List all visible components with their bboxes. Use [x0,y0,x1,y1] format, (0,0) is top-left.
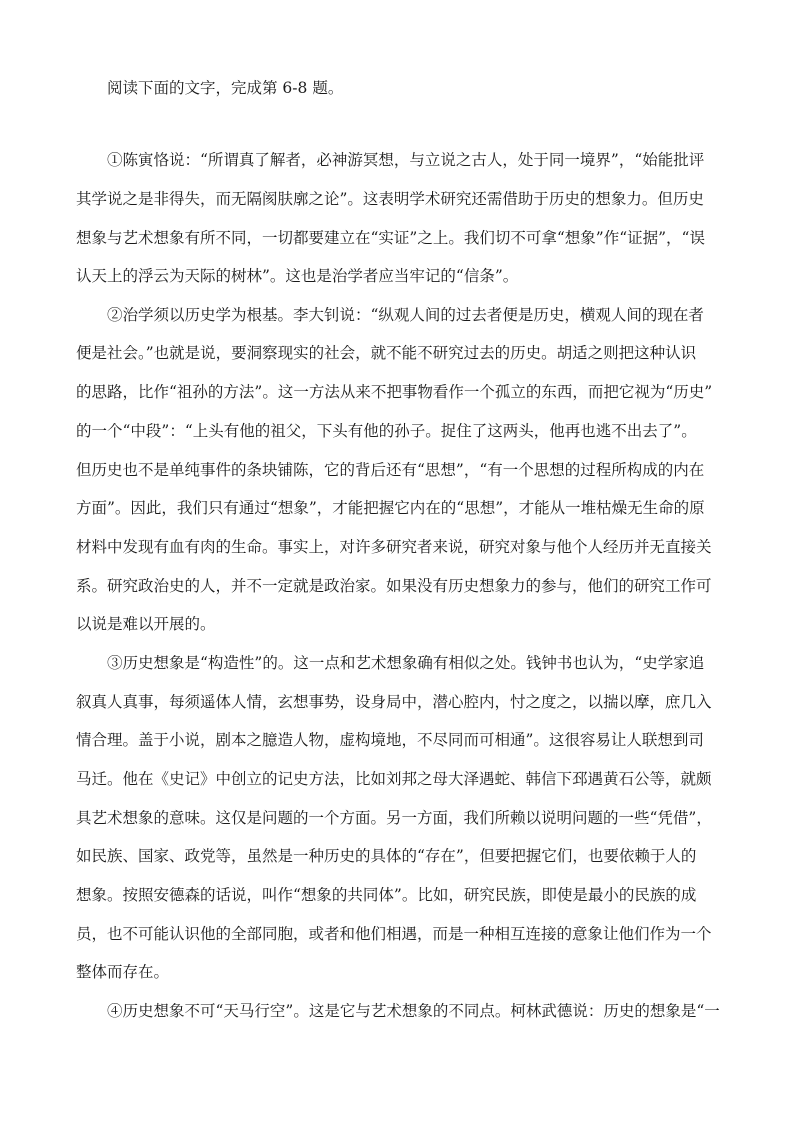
text-line: 想象与艺术想象有所不同，一切都要建立在“实证”之上。我们切不可拿“想象”作“证据”，“误 [76,229,705,247]
text-line: 情合理。盖于小说，剧本之臆造人物，虚构境地，不尽同而可相通”。这很容易让人联想到司 [76,731,704,749]
text-line: 认天上的浮云为天际的树林”。这也是治学者应当牢记的“信条”。 [76,267,519,285]
text-line: 员，也不可能认识他的全部同胞，或者和他们相遇，而是一种相互连接的意象让他们作为一个 [76,925,712,943]
text-line: 方面”。因此，我们只有通过“想象”，才能把握它内在的“思想”，才能从一堆枯燥无生命的原 [76,499,705,517]
text-line: 想象。按照安德森的话说，叫作“想象的共同体”。比如，研究民族，即使是最小的民族的成 [76,886,697,904]
text-line: 叙真人真事，每须遥体人情，玄想事势，设身局中，潜心腔内，忖之度之，以揣以摩，庶几入 [76,693,712,711]
text-line: 具艺术想象的意味。这仅是问题的一个方面。另一方面，我们所赖以说明问题的一些“凭借”， [76,809,712,827]
text-line: 如民族、国家、政党等，虽然是一种历史的具体的“存在”，但要把握它们，也要依赖于人的 [76,847,697,865]
text-line: ③历史想象是“构造性”的。这一点和艺术想象确有相似之处。钱钟书也认为，“史学家追 [107,654,705,672]
text-line: 便是社会。”也就是说，要洞察现实的社会，就不能不研究过去的历史。胡适之则把这种认识 [76,344,697,362]
text-line: 其学说之是非得失，而无隔阂肤廓之论”。这表明学术研究还需借助于历史的想象力。但历史 [76,190,704,208]
text-line: ④历史想象不可“天马行空”。这是它与艺术想象的不同点。柯林武德说：历史的想象是“一 [107,1002,720,1020]
text-line: ②治学须以历史学为根基。李大钊说：“纵观人间的过去者便是历史，横观人间的现在者 [107,306,704,324]
text-line: 的一个“中段”：“上头有他的祖父，下头有他的孙子。捉住了这两头，他再也逃不出去了”。 [76,422,697,440]
text-line: 但历史也不是单纯事件的条块铺陈，它的背后还有“思想”，“有一个思想的过程所构成的内在 [76,461,705,479]
text-line: ①陈寅恪说：“所谓真了解者，必神游冥想，与立说之古人，处于同一境界”，“始能批评 [107,151,705,169]
text-line: 材料中发现有血有肉的生命。事实上，对许多研究者来说，研究对象与他个人经历并无直接关 [76,538,712,556]
text-line: 系。研究政治史的人，并不一定就是政治家。如果没有历史想象力的参与，他们的研究工作可 [76,577,712,595]
text-line: 马迁。他在《史记》中创立的记史方法，比如刘邦之母大泽遇蛇、韩信下邳遇黄石公等，就颇 [76,770,712,788]
instruction-line: 阅读下面的文字，完成第 6-8 题。 [107,79,344,97]
text-line: 整体而存在。 [76,963,170,981]
text-line: 以说是难以开展的。 [76,615,216,633]
text-line: 的思路，比作“祖孙的方法”。这一方法从来不把事物看作一个孤立的东西，而把它视为“历史” [76,383,713,401]
